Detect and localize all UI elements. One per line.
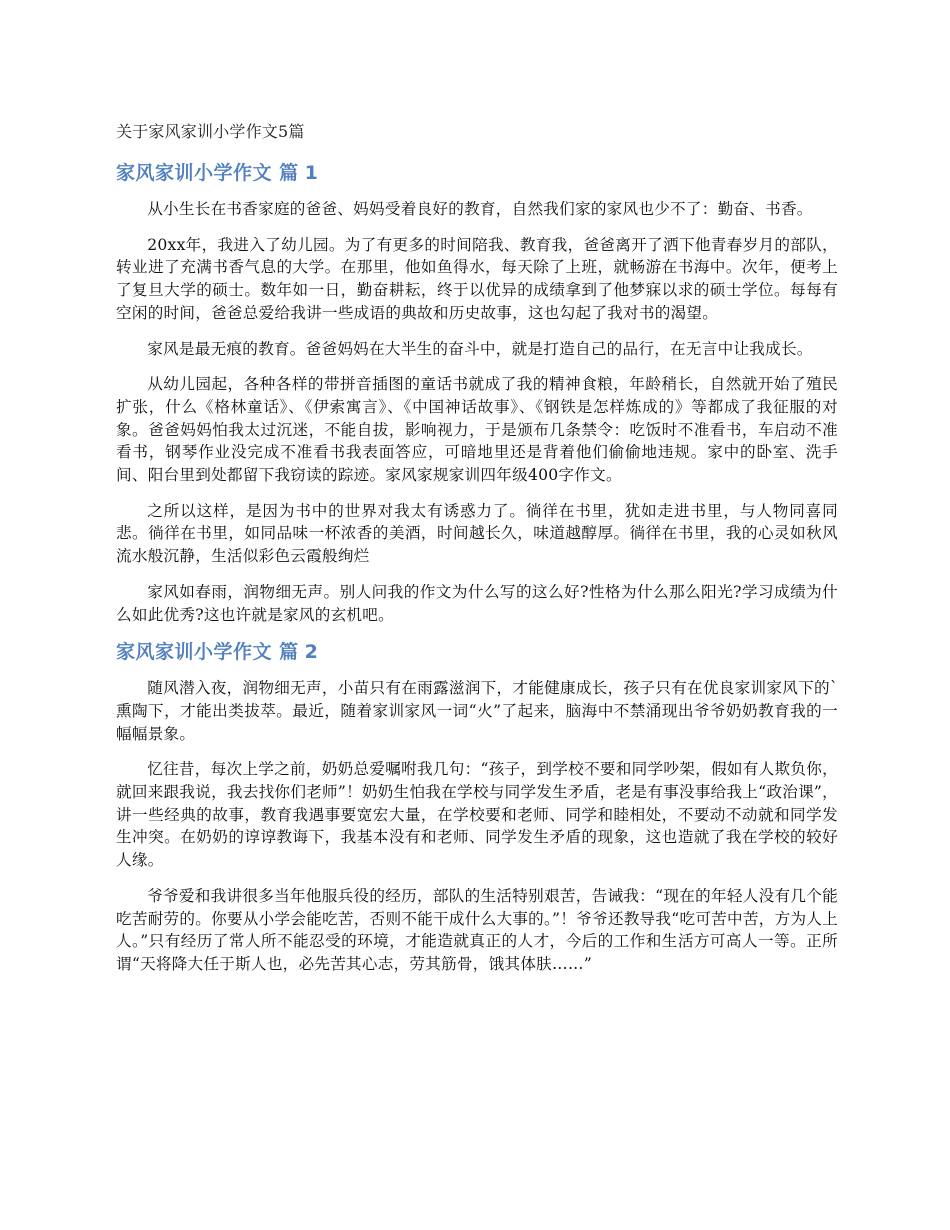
section-number: 2 bbox=[304, 641, 319, 664]
essay-section-1 bbox=[116, 160, 838, 626]
paragraph: 家风是最无痕的教育。爸爸妈妈在大半生的奋斗中，就是打造自己的品行，在无言中让我成长。 bbox=[147, 339, 813, 358]
paragraph: 20xx年，我进入了幼儿园。为了有更多的时间陪我、教育我，爸爸离开了洒下他青春岁月的部队，转业进了充满书香气息的大学。在那里，他如鱼得水，每天除了上班，就畅游在书海中。次年，便考上了复旦大学的硕士。数年如一日，勤奋耕耘，终于以优异的成绩拿到了他梦寐以求的硕士学位。每每有空闲的时间，爸爸总爱给我讲一些成语的典故和历史故事，这也勾起了我对书的渴望。 bbox=[116, 235, 838, 322]
document-page bbox=[116, 120, 838, 989]
paragraph: 爷爷爱和我讲很多当年他服兵役的经历，部队的生活特别艰苦，告诫我：“现在的年轻人没有几个能吃苦耐劳的。你要从小学会能吃苦，否则不能干成什么大事的。”！爷爷还教导我“吃可苦中苦，方为人上人。”只有经历了常人所不能忍受的环境，才能造就真正的人才，今后的工作和生活方可高人一等。正所谓“天将降大任于斯人也，必先苦其心志，劳其筋骨，饿其体肤……” bbox=[116, 886, 838, 973]
essay-section-2 bbox=[116, 639, 838, 975]
paragraph: 之所以这样，是因为书中的世界对我太有诱惑力了。徜徉在书里，犹如走进书里，与人物同喜同悲。徜徉在书里，如同品味一杯浓香的美酒，时间越长久，味道越醇厚。徜徉在书里，我的心灵如秋风流水般沉静，生活似彩色云霞般绚烂 bbox=[116, 501, 838, 566]
paragraph: 家风如春雨，润物细无声。别人问我的作文为什么写的这么好?性格为什么那么阳光?学习成绩为什么如此优秀?这也许就是家风的玄机吧。 bbox=[116, 582, 838, 624]
section-heading bbox=[116, 639, 838, 665]
paragraph: 忆往昔，每次上学之前，奶奶总爱嘱咐我几句：“孩子，到学校不要和同学吵架，假如有人欺负你，就回来跟我说，我去找你们老师”！奶奶生怕我在学校与同学发生矛盾，老是有事没事给我上“政治课”，讲一些经典的故事，教育我遇事要宽宏大量，在学校要和老师、同学和睦相处，不要动不动就和同学发生冲突。在奶奶的谆谆教诲下，我基本没有和老师、同学发生矛盾的现象，这也造就了我在学校的较好人缘。 bbox=[116, 760, 838, 870]
paragraph: 随风潜入夜，润物细无声，小苗只有在雨露滋润下，才能健康成长，孩子只有在优良家训家风下的`熏陶下，才能出类拔萃。最近，随着家训家风一词“火”了起来，脑海中不禁涌现出爷爷奶奶教育我的一幅幅景象。 bbox=[116, 679, 838, 743]
paragraph: 从幼儿园起，各种各样的带拼音插图的童话书就成了我的精神食粮，年龄稍长，自然就开始了殖民扩张，什么《格林童话》、《伊索寓言》、《中国神话故事》、《钢铁是怎样炼成的》等都成了我征服的对象。爸爸妈妈怕我太过沉迷，不能自拔，影响视力，于是颁布几条禁令：吃饭时不准看书，车启动不准看书，钢琴作业没完成不准看书我表面答应，可暗地里还是背着他们偷偷地违规。家中的卧室、洗手间、阳台里到处都留下我窃读的踪迹。家风家规家训四年级400字作文。 bbox=[116, 375, 838, 485]
section-heading-text: 家风家训小学作文 篇 bbox=[116, 162, 299, 184]
section-heading-text: 家风家训小学作文 篇 bbox=[116, 641, 299, 664]
section-heading bbox=[116, 160, 838, 186]
document-title: 关于家风家训小学作文5篇 bbox=[116, 122, 305, 141]
section-number: 1 bbox=[304, 162, 319, 184]
paragraph: 从小生长在书香家庭的爸爸、妈妈受着良好的教育，自然我们家的家风也少不了：勤奋、书香。 bbox=[147, 200, 813, 218]
